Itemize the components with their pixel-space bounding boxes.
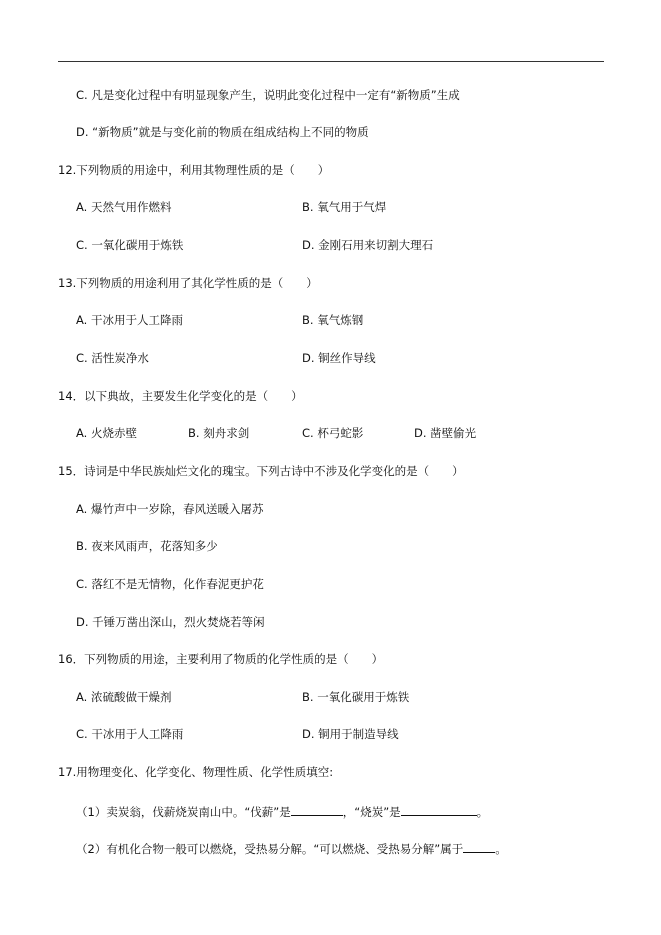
- q12-stem: 12.下列物质的用途中，利用其物理性质的是（ ）: [58, 163, 330, 177]
- q16-option-c: C. 干冰用于人工降雨: [76, 727, 184, 741]
- q14-option-d: D. 凿壁偷光: [414, 426, 477, 440]
- q15-option-c: C. 落红不是无情物，化作春泥更护花: [76, 577, 264, 591]
- q12-option-d: D. 金刚石用来切割大理石: [302, 238, 434, 252]
- q12-option-a: A. 天然气用作燃料: [76, 200, 172, 214]
- answer-blank-3[interactable]: [463, 840, 495, 853]
- q14-option-a: A. 火烧赤壁: [76, 426, 137, 440]
- q13-stem: 13.下列物质的用途利用了其化学性质的是（ ）: [58, 276, 318, 290]
- q17-part-2-text-b: 。: [495, 842, 507, 856]
- q13-option-b: B. 氧气炼钢: [302, 313, 364, 327]
- q16-option-a: A. 浓硫酸做干燥剂: [76, 690, 172, 704]
- q17-part-1-text-c: 。: [476, 805, 489, 819]
- q17-part-1-text-b: ，“烧炭”是: [342, 805, 401, 819]
- q15-option-b: B. 夜来风雨声，花落知多少: [76, 539, 218, 553]
- header-rule: [58, 61, 604, 62]
- q15-option-d: D. 千锤万凿出深山，烈火焚烧若等闲: [76, 615, 265, 629]
- q17-part-2-text-a: （2）有机化合物一般可以燃烧，受热易分解。“可以燃烧、受热易分解”属于: [76, 842, 464, 856]
- q13-option-a: A. 干冰用于人工降雨: [76, 313, 183, 327]
- q17-part-2: [76, 840, 507, 856]
- q16-stem: 16．下列物质的用途，主要利用了物质的化学性质的是（ ）: [58, 652, 384, 666]
- q14-option-b: B. 刻舟求剑: [188, 426, 250, 440]
- q17-part-1-text-a: （1）卖炭翁，伐薪烧炭南山中。“伐薪”是: [76, 805, 291, 819]
- q15-option-a: A. 爆竹声中一岁除，春风送暖入屠苏: [76, 502, 264, 516]
- q12-option-c: C. 一氧化碳用于炼铁: [76, 238, 184, 252]
- answer-blank-1[interactable]: [291, 803, 343, 816]
- q11-option-d: D. “新物质”就是与变化前的物质在组成结构上不同的物质: [76, 125, 369, 139]
- q17-stem: 17.用物理变化、化学变化、物理性质、化学性质填空:: [58, 765, 334, 779]
- q16-option-d: D. 铜用于制造导线: [302, 727, 399, 741]
- q14-stem: 14．以下典故，主要发生化学变化的是（ ）: [58, 389, 303, 403]
- q16-option-b: B. 一氧化碳用于炼铁: [302, 690, 410, 704]
- q14-option-c: C. 杯弓蛇影: [302, 426, 364, 440]
- q15-stem: 15．诗词是中华民族灿烂文化的瑰宝。下列古诗中不涉及化学变化的是（ ）: [58, 464, 464, 478]
- answer-blank-2[interactable]: [401, 803, 477, 816]
- q12-option-b: B. 氧气用于气焊: [302, 200, 387, 214]
- q13-option-c: C. 活性炭净水: [76, 351, 149, 365]
- q17-part-1: [76, 803, 488, 819]
- q13-option-d: D. 铜丝作导线: [302, 351, 376, 365]
- q11-option-c: C. 凡是变化过程中有明显现象产生，说明此变化过程中一定有“新物质”生成: [76, 88, 460, 102]
